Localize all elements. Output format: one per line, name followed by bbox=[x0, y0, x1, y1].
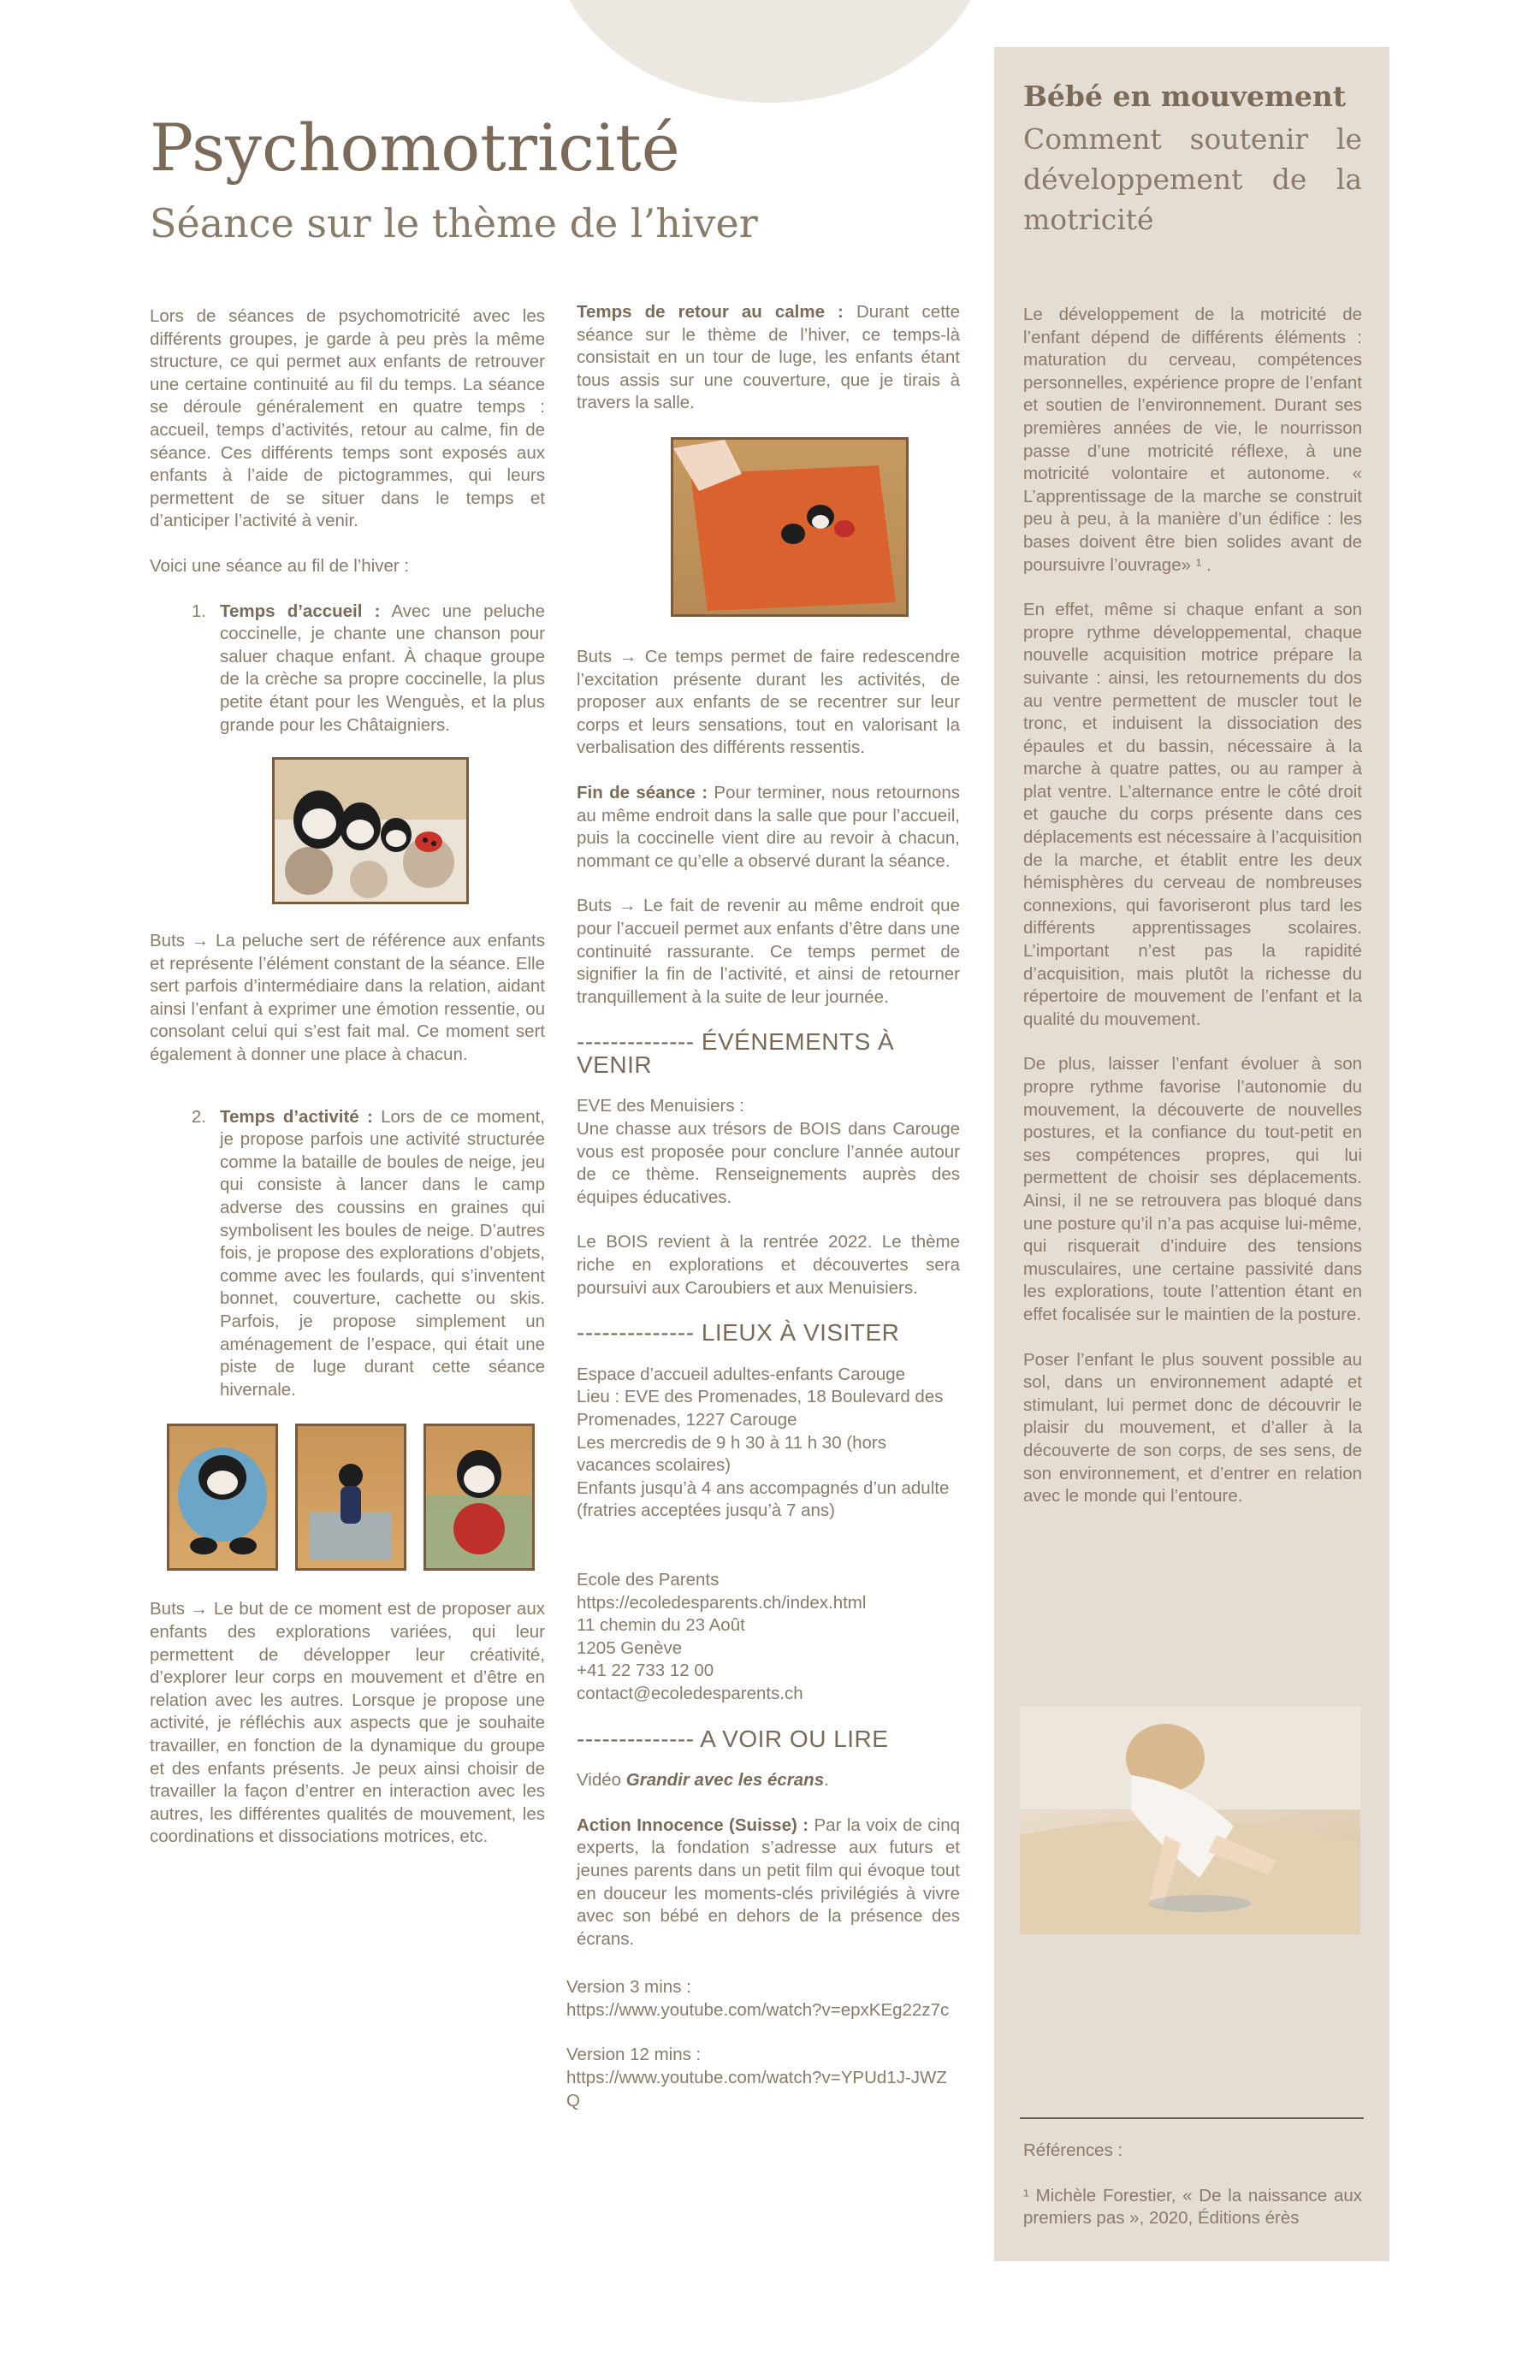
eve-paragraph: Une chasse aux trésors de BOIS dans Carouge vous est proposée pour conclure l’année autour de ce thème. Renseignements auprès des équipes éducatives. bbox=[577, 1119, 960, 1207]
references-title: Références : bbox=[1023, 2140, 1123, 2160]
video-prefix: Vidéo bbox=[577, 1770, 626, 1791]
sidebar-paragraph: Le développement de la motricité de l’enfant dépend de différents éléments : maturation du cerveau, compétences personnelles, expérience propre de l’enfant et soutien de l’environnement. Durant ses premières années de vie, le nourrisson passe d’une motricité réflexe, à une motricité volontaire et autonome. « L’apprentissage de la marche se construit peu à peu, à la manière d’un édifice : les bases doivent être bien solides avant de poursuivre l’ouvrage» ¹ . bbox=[1023, 305, 1362, 575]
session-list-1 bbox=[150, 601, 545, 737]
see-read-heading: -------------- A VOIR OU LIRE bbox=[577, 1725, 889, 1752]
places-line: Lieu : EVE des Promenades, 18 Boulevard des Promenades, 1227 Carouge bbox=[577, 1387, 944, 1430]
version-12-link[interactable]: https://www.youtube.com/watch?v=YPUd1J-JWZQ bbox=[566, 2068, 947, 2111]
green-scarf-plush-illustration bbox=[426, 1426, 532, 1568]
ladybug-plush-photo bbox=[272, 757, 469, 904]
sidebar-subheading: Comment soutenir le développement de la motricité bbox=[1023, 122, 1362, 236]
places-block bbox=[577, 1364, 960, 1523]
version-12-label: Version 12 mins : bbox=[566, 2045, 702, 2065]
column-left bbox=[150, 305, 545, 1871]
intro-voici: Voici une séance au fil de l’hiver : bbox=[150, 555, 410, 576]
events-heading: -------------- ÉVÉNEMENTS À VENIR bbox=[577, 1028, 895, 1078]
action-text: Par la voix de cinq experts, la fondation s’adresse aux futurs et jeunes parents dans un petit film qui évoque tout en douceur les moments-clés privilégiés à vivre avec son bébé en dehors de la présence des écrans. bbox=[577, 1815, 960, 1949]
decorative-circle bbox=[548, 0, 992, 103]
sidebar-paragraph: De plus, laisser l’enfant évoluer à son propre rythme favorise l’autonomie du mouvement, la découverte de nouvelles postures, et la confiance du tout-petit en ses compétences propres, qui lui permettent de choisir ses déplacements. Ainsi, il ne se retrouvera pas bloqué dans une posture qu’il n’a pas acquise lui-même, qui risquerait d’induire des tensions musculaires, une certaine passivité dans les explorations, toute l’attention étant en effet focalisée sur le maintien de la posture. bbox=[1023, 1054, 1362, 1324]
crawling-baby-illustration bbox=[1020, 1707, 1360, 1934]
ecole-phone: +41 22 733 12 00 bbox=[577, 1661, 714, 1681]
version-3-label: Version 3 mins : bbox=[566, 1977, 691, 1998]
column-middle bbox=[566, 301, 960, 2112]
ecole-name: Ecole des Parents bbox=[577, 1569, 720, 1590]
activity-photos bbox=[167, 1424, 545, 1571]
bois-paragraph: Le BOIS revient à la rentrée 2022. Le thème riche en explorations et découvertes sera poursuivi aux Caroubiers et aux Menuisiers. bbox=[577, 1232, 960, 1298]
places-heading: -------------- LIEUX À VISITER bbox=[577, 1319, 900, 1347]
buts-paragraph-3: Buts → Ce temps permet de faire redescendre l’excitation présente durant les activités, de proposer aux enfants de se recentrer sur leur corps et leurs sensations, tout en valorisant la verbalisation des différents ressentis. bbox=[577, 646, 960, 758]
item-label: Temps d’activité : bbox=[220, 1106, 373, 1127]
item-label: Temps d’accueil : bbox=[220, 601, 381, 621]
list-number: 1. bbox=[191, 601, 206, 621]
session-list-2 bbox=[150, 1106, 545, 1402]
ecole-block bbox=[577, 1569, 960, 1706]
ladybug-plush-illustration bbox=[275, 760, 466, 902]
sidebar-body bbox=[1023, 304, 1362, 1530]
action-paragraph bbox=[577, 1815, 960, 1951]
blanket-sled-photo bbox=[671, 437, 909, 617]
action-label: Action Innocence (Suisse) : bbox=[577, 1815, 809, 1835]
video-suffix: . bbox=[824, 1770, 829, 1791]
video-line bbox=[577, 1769, 960, 1792]
blue-plush-illustration bbox=[169, 1426, 275, 1568]
retour-paragraph bbox=[577, 301, 960, 415]
places-line: Enfants jusqu’à 4 ans accompagnés d’un adulte (fratries acceptées jusqu’à 7 ans) bbox=[577, 1477, 950, 1521]
list-number: 2. bbox=[191, 1106, 206, 1127]
sidebar-panel bbox=[994, 47, 1389, 2261]
ecole-url-link[interactable]: https://ecoledesparents.ch/index.html bbox=[577, 1592, 867, 1613]
video-title: Grandir avec les écrans bbox=[625, 1770, 825, 1791]
sidebar-paragraph: Poser l’enfant le plus souvent possible au sol, dans un environnement adapté et stimulant, lui permet donc de découvrir le plaisir du mouvement, et d’aller à la découverte de son corps, de ses sens, de son environnement, et d’entrer en relation avec le monde qui l’entoure. bbox=[1023, 1349, 1362, 1507]
buts-paragraph-2: Buts → Le but de ce moment est de proposer aux enfants des explorations variées, qui leur permettent de développer leur créativité, d’explorer leur corps en mouvement et d’être en relation avec les autres. Lorsque je propose une activité, je réfléchis aux aspects que je souhaite travailler, en fonction de la dynamique du groupe et des enfants présents. Je peux ainsi choisir de travailler la façon d’entrer en interaction avec les autres, les différentes qualités de mouvement, les coordinations et dissociations motrices, etc. bbox=[150, 1599, 545, 1847]
page-subtitle: Séance sur le thème de l’hiver bbox=[150, 200, 758, 246]
sidebar-heading: Bébé en mouvement bbox=[1023, 80, 1347, 113]
page-title: Psychomotricité bbox=[150, 110, 680, 186]
crawling-baby-photo bbox=[1020, 1707, 1360, 1934]
green-scarf-plush-photo bbox=[424, 1424, 535, 1571]
version-3-link[interactable]: https://www.youtube.com/watch?v=epxKEg22z7c bbox=[566, 1999, 950, 2020]
retour-label: Temps de retour au calme : bbox=[577, 302, 844, 322]
retour-text: Durant cette séance sur le thème de l’hiver, ce temps-là consistait en un tour de luge, les enfants étant tous assis sur une couverture, que je tirais à travers la salle. bbox=[577, 302, 960, 413]
ecole-street: 11 chemin du 23 Août bbox=[577, 1615, 745, 1636]
sidebar-paragraph: En effet, même si chaque enfant a son propre rythme développemental, chaque nouvelle acquisition motrice prépare la suivante : ainsi, les retournements du dos au ventre permettent de muscler tout le tronc, et induisent la dissociation des épaules et du bassin, nécessaire à la marche à quatre pattes, ou au ramper à plat ventre. L’alternance entre le côté droit et gauche du corps présente dans ces déplacements est nécessaire à l’acquisition de la marche, et établit entre les deux hémisphères du cerveau de nombreuses connexions, qui favoriseront plus tard les différents apprentissages scolaires. L’important n’est pas la rapidité d’acquisition, mais plutôt la richesse du répertoire de mouvement de l’enfant et la qualité du mouvement. bbox=[1023, 600, 1362, 1029]
fin-label: Fin de séance : bbox=[577, 782, 708, 802]
fin-paragraph bbox=[577, 782, 960, 873]
intro-paragraph: Lors de séances de psychomotricité avec les différents groupes, je garde à peu près la même structure, ce qui permet aux enfants de retrouver une certaine continuité au fil du temps. La séance se déroule généralement en quatre temps : accueil, temps d’activités, retour au calme, fin de séance. Ces différents temps sont exposés aux enfants à l’aide de pictogrammes, qui leurs permettent de se situer dans le temps et d’anticiper l’activité à venir. bbox=[150, 306, 545, 531]
ecole-email-link[interactable]: contact@ecoledesparents.ch bbox=[577, 1683, 803, 1703]
buts-paragraph-4: Buts → Le fait de revenir au même endroit que pour l’accueil permet aux enfants d’être dans une continuité rassurante. Ce temps permet de signifier la fin de l’activité, et ainsi de retourner tranquillement à la suite de leur journée. bbox=[577, 896, 960, 1007]
reference-item: ¹ Michèle Forestier, « De la naissance aux premiers pas », 2020, Éditions érès bbox=[1023, 2185, 1362, 2229]
buts-paragraph-1: Buts → La peluche sert de référence aux enfants et représente l’élément constant de la séance. Elle sert parfois d’intermédiaire dans la relation, aidant ainsi l’enfant à exprimer une émotion ressentie, ou consolant celui qui s’est fait mal. Ce moment sert également à donner une place à chacun. bbox=[150, 931, 545, 1065]
references-block bbox=[1023, 2140, 1362, 2253]
blue-plush-photo bbox=[167, 1424, 278, 1571]
scarf-plush-illustration bbox=[298, 1426, 404, 1568]
version-12-block bbox=[566, 2044, 960, 2112]
references-divider bbox=[1020, 2117, 1364, 2119]
list-item bbox=[150, 1106, 545, 1402]
places-line: Les mercredis de 9 h 30 à 11 h 30 (hors vacances scolaires) bbox=[577, 1432, 886, 1476]
fin-text: Pour terminer, nous retournons au même endroit dans la salle que pour l’accueil, puis la coccinelle vient dire au revoir à chacun, nommant ce qu’elle a observé durant la séance. bbox=[577, 782, 960, 871]
item-text: Avec une peluche coccinelle, je chante une chanson pour saluer chaque enfant. À chaque groupe de la crèche sa propre coccinelle, la plus petite étant pour les Wenguès, et la plus grande pour les Châtaigniers. bbox=[220, 601, 545, 735]
eve-title: EVE des Menuisiers : bbox=[577, 1096, 744, 1116]
version-3-block bbox=[566, 1976, 960, 2022]
scarf-plush-photo bbox=[295, 1424, 406, 1571]
blanket-sled-illustration bbox=[673, 440, 906, 614]
item-text: Lors de ce moment, je propose parfois une activité structurée comme la bataille de boules de neige, jeu qui consiste à lancer dans le camp adverse des coussins en graines qui symbolisent les boules de neige. D’autres fois, je propose des explorations d’objets, comme avec les foulards, qui s’inventent bonnet, couverture, cachette ou skis. Parfois, je propose simplement un aménagement de l’espace, qui était une piste de luge durant cette séance hivernale. bbox=[220, 1106, 545, 1400]
list-item bbox=[150, 601, 545, 737]
places-line: Espace d’accueil adultes-enfants Carouge bbox=[577, 1364, 906, 1384]
ecole-city: 1205 Genève bbox=[577, 1637, 683, 1658]
